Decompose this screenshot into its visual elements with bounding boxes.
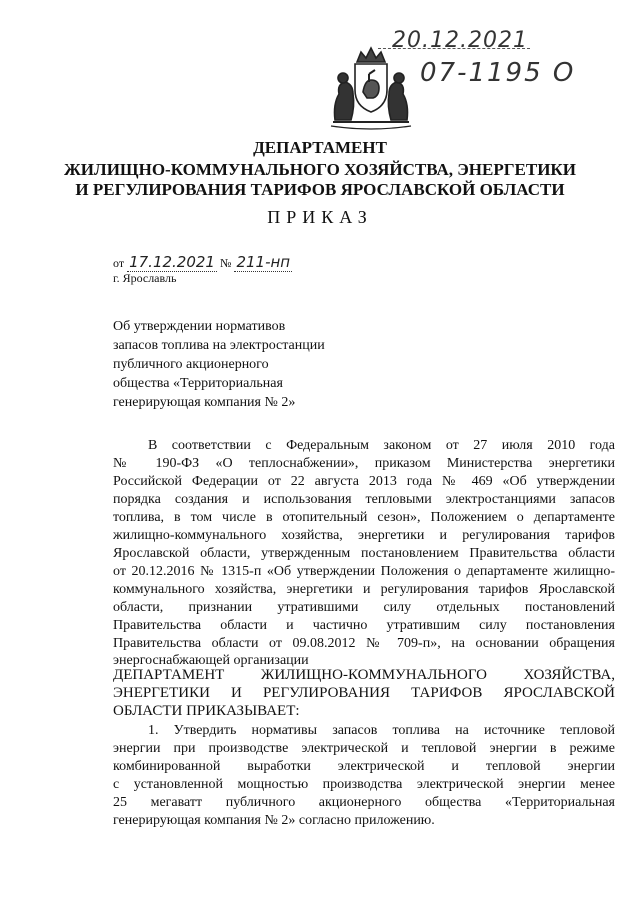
preamble-line: топлива, в том числе в отопительный сезон», Положением о департаменте [113,510,615,525]
preamble-line: Правительства области от 09.08.2012 № 709-п», на основании обращения [113,636,615,651]
subject-line: Об утверждении нормативов [113,319,286,334]
subject-line: генерирующая компания № 2» [113,395,296,410]
orders-line: ОБЛАСТИ ПРИКАЗЫВАЕТ: [113,703,300,719]
registration-date: 20.12.2021 [392,28,528,53]
department-title-line-2: ЖИЛИЩНО-КОММУНАЛЬНОГО ХОЗЯЙСТВА, ЭНЕРГЕТИКИ [64,160,576,179]
subject-line: запасов топлива на электростанции [113,338,325,353]
item-1-line: 25 мегаватт публичного акционерного общества «Территориальная [113,795,615,810]
item-1-line: с установленной мощностью производства электрической энергии менее [113,777,615,792]
preamble-line: Российской Федерации от 22 августа 2013 года № 469 «Об утверждении [113,474,615,489]
document-type: ПРИКАЗ [267,207,373,227]
subject-line: публичного акционерного [113,357,269,372]
preamble-line: жилищно-коммунального хозяйства, энергетики и регулирования тарифов [113,528,615,543]
item-1-line: энергии при производстве электрической и тепловой энергии в режиме [113,741,615,756]
subject-line: общества «Территориальная [113,376,283,391]
item-1-line: комбинированной выработки электрической и тепловой энергии [113,759,615,774]
orders-line: ДЕПАРТАМЕНТ ЖИЛИЩНО-КОММУНАЛЬНОГО ХОЗЯЙСТВА, [113,667,615,683]
coat-of-arms-emblem [325,40,417,132]
preamble-line: № 190-ФЗ «О теплоснабжении», приказом Министерства энергетики [113,456,615,471]
preamble-line: области, признании утратившими силу отдельных постановлений [113,600,615,615]
order-date: 17.12.2021 [129,253,215,271]
number-label: № [219,256,232,270]
order-subject [113,317,373,412]
city: г. Ярославль [113,271,177,285]
preamble-line: энергоснабжающей организации [113,653,309,668]
preamble-line: от 20.12.2016 № 1315-п «Об утверждении Положения о департаменте жилищно- [113,564,615,579]
registration-number: 07-1195 О [420,58,576,88]
preamble-line: коммунального хозяйства, энергетики и регулирования тарифов Ярославской [113,582,615,597]
preamble-line: Правительства области и частично утратившим силу постановления [113,618,615,633]
order-date-line [113,253,292,271]
item-1-line: 1. Утвердить нормативы запасов топлива на источнике тепловой [148,723,615,738]
preamble-line: В соответствии с Федеральным законом от 27 июля 2010 года [148,438,615,453]
preamble-line: порядка создания и использования тепловыми электростанциями запасов [113,492,615,507]
item-1-line: генерирующая компания № 2» согласно приложению. [113,813,435,828]
department-title-line-1: ДЕПАРТАМЕНТ [253,138,387,157]
department-title-line-3: И РЕГУЛИРОВАНИЯ ТАРИФОВ ЯРОСЛАВСКОЙ ОБЛАСТИ [75,180,565,199]
order-number: 211-нп [236,253,291,271]
orders-line: ЭНЕРГЕТИКИ И РЕГУЛИРОВАНИЯ ТАРИФОВ ЯРОСЛАВСКОЙ [113,685,615,701]
from-label: от [113,256,125,270]
preamble-line: Ярославской области, утвержденным постановлением Правительства области [113,546,615,561]
